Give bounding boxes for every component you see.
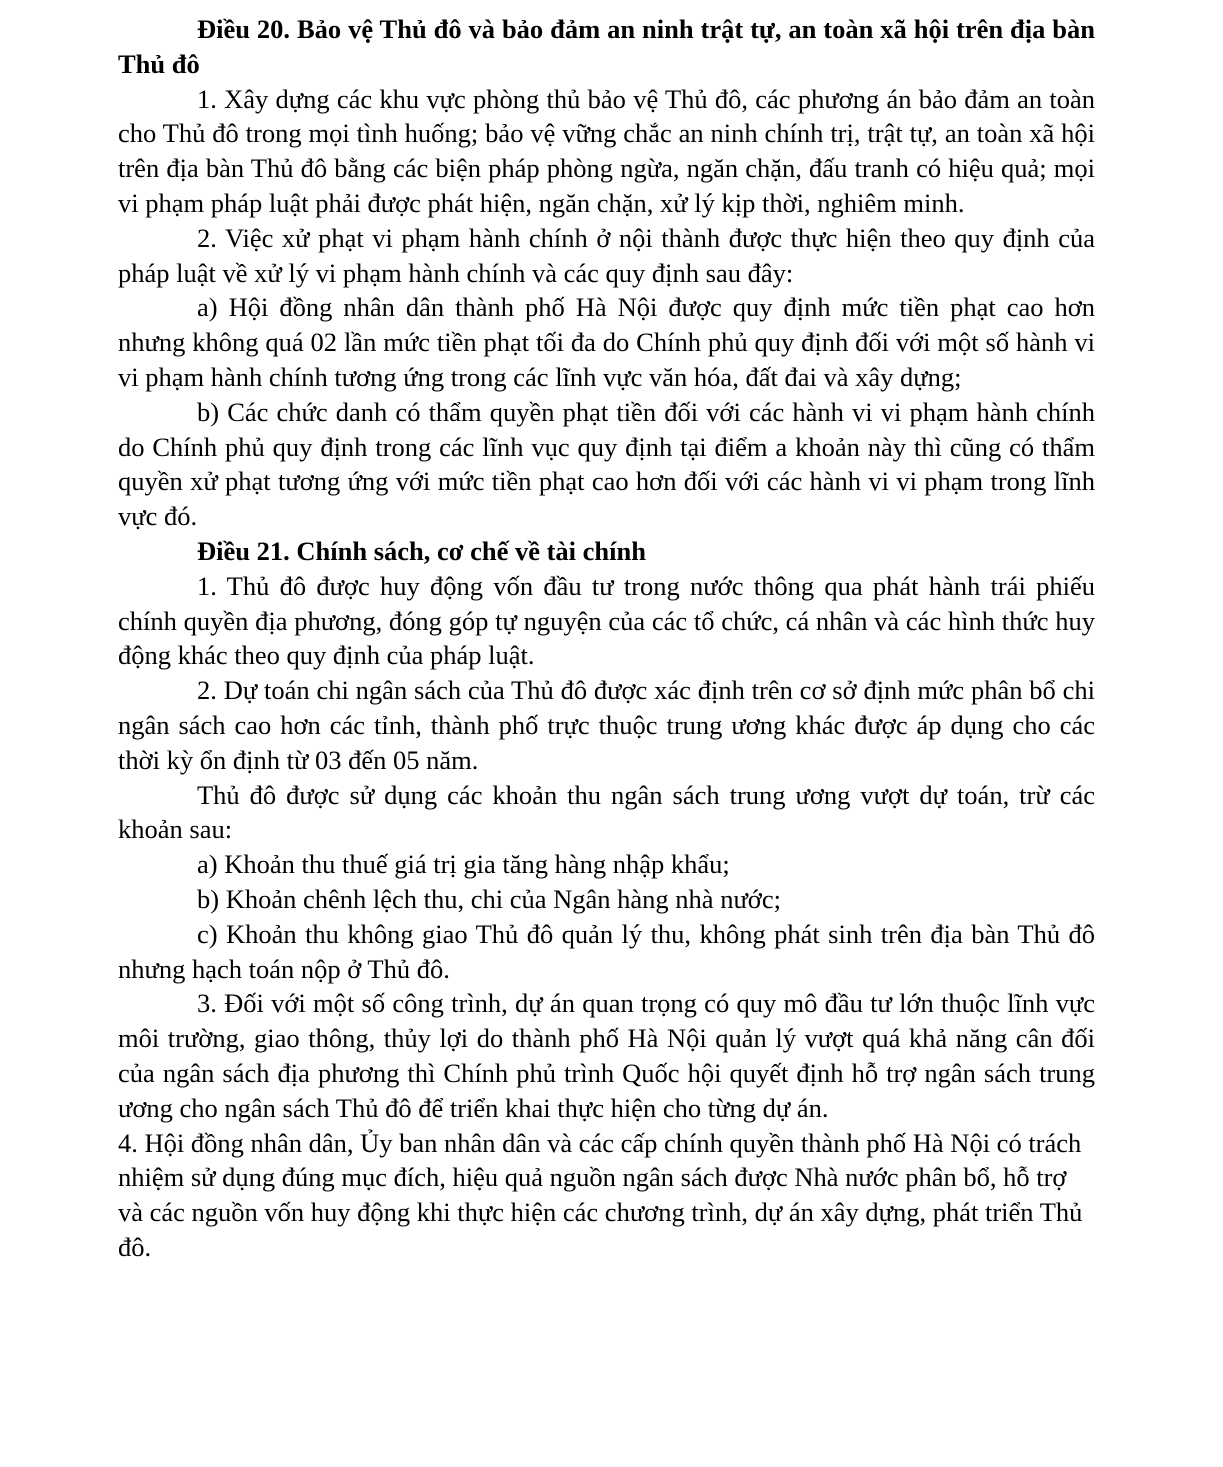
article-20-clause-2: 2. Việc xử phạt vi phạm hành chính ở nội thành được thực hiện theo quy định của pháp luật về xử lý vi phạm hành chính và các quy định sau đây: xyxy=(118,222,1095,288)
article-21-clause-1: 1. Thủ đô được huy động vốn đầu tư trong nước thông qua phát hành trái phiếu chính quyền địa phương, đóng góp tự nguyện của các tổ chức, cá nhân và các hình thức huy động khác theo quy định của pháp luật. xyxy=(118,570,1095,671)
article-20-clause-1: 1. Xây dựng các khu vực phòng thủ bảo vệ Thủ đô, các phương án bảo đảm an toàn cho Thủ đô trong mọi tình huống; bảo vệ vững chắc an ninh chính trị, trật tự, an toàn xã hội trên địa bàn Thủ đô bằng các biện pháp phòng ngừa, ngăn chặn, đấu tranh có hiệu quả; mọi vi phạm pháp luật phải được phát hiện, ngăn chặn, xử lý kịp thời, nghiêm minh. xyxy=(118,83,1095,218)
article-21-clause-2c: c) Khoản thu không giao Thủ đô quản lý thu, không phát sinh trên địa bàn Thủ đô nhưng hạch toán nộp ở Thủ đô. xyxy=(118,918,1095,984)
article-20-clause-2a: a) Hội đồng nhân dân thành phố Hà Nội được quy định mức tiền phạt cao hơn nhưng không quá 02 lần mức tiền phạt tối đa do Chính phủ quy định đối với một số hành vi vi phạm hành chính tương ứng trong các lĩnh vực văn hóa, đất đai và xây dựng; xyxy=(118,292,1095,392)
article-21-heading: Điều 21. Chính sách, cơ chế về tài chính xyxy=(197,535,647,566)
article-20-heading: Điều 20. Bảo vệ Thủ đô và bảo đảm an ninh trật tự, an toàn xã hội trên địa bàn Thủ đô xyxy=(118,14,1095,79)
article-21-clause-2b: b) Khoản chênh lệch thu, chi của Ngân hàng nhà nước; xyxy=(197,883,781,914)
article-21-clause-2: 2. Dự toán chi ngân sách của Thủ đô được xác định trên cơ sở định mức phân bổ chi ngân sách cao hơn các tỉnh, thành phố trực thuộc trung ương khác được áp dụng cho các thời kỳ ổn định từ 03 đến 05 năm. xyxy=(118,675,1095,775)
article-21-clause-2-continuation: Thủ đô được sử dụng các khoản thu ngân sách trung ương vượt dự toán, trừ các khoản sau: xyxy=(118,779,1095,845)
article-21-clause-3: 3. Đối với một số công trình, dự án quan trọng có quy mô đầu tư lớn thuộc lĩnh vực môi trường, giao thông, thủy lợi do thành phố Hà Nội quản lý vượt quá khả năng cân đối của ngân sách địa phương thì Chính phủ trình Quốc hội quyết định hỗ trợ ngân sách trung ương cho ngân sách Thủ đô để triển khai thực hiện cho từng dự án. xyxy=(118,988,1095,1123)
article-21-clause-4: 4. Hội đồng nhân dân, Ủy ban nhân dân và các cấp chính quyền thành phố Hà Nội có trách nhiệm sử dụng đúng mục đích, hiệu quả nguồn ngân sách được Nhà nước phân bổ, hỗ trợ và các nguồn vốn huy động khi thực hiện các chương trình, dự án xây dựng, phát triển Thủ đô. xyxy=(118,1127,1083,1262)
document-page xyxy=(118,12,1095,1265)
article-20-clause-2b: b) Các chức danh có thẩm quyền phạt tiền đối với các hành vi vi phạm hành chính do Chính phủ quy định trong các lĩnh vục quy định tại điểm a khoản này thì cũng có thẩm quyền xử phạt tương ứng với mức tiền phạt cao hơn đối với các hành vi vi phạm trong lĩnh vực đó. xyxy=(118,396,1095,532)
article-21-clause-2a: a) Khoản thu thuế giá trị gia tăng hàng nhập khẩu; xyxy=(197,849,730,880)
